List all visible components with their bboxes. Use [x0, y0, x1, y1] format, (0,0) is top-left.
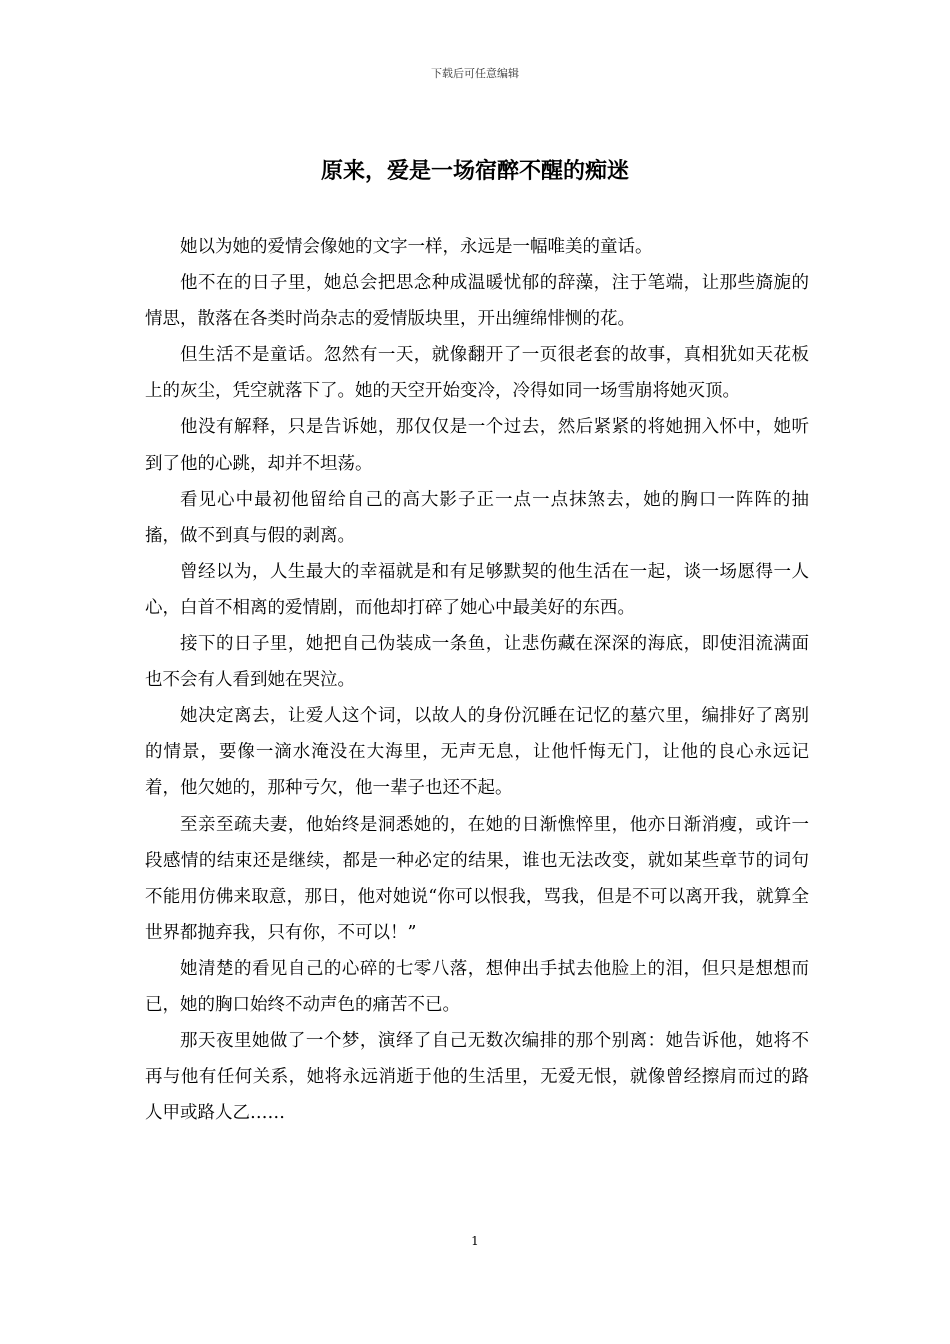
document-body [145, 229, 809, 1131]
paragraph: 但生活不是童话。忽然有一天，就像翻开了一页很老套的故事，真相犹如天花板上的灰尘，凭空就落下了。她的天空开始变冷，冷得如同一场雪崩将她灭顶。 [145, 345, 809, 402]
paragraph: 曾经以为，人生最大的幸福就是和有足够默契的他生活在一起，谈一场愿得一人心，白首不相离的爱情剧，而他却打碎了她心中最美好的东西。 [145, 561, 809, 618]
paragraph: 看见心中最初他留给自己的高大影子正一点一点抹煞去，她的胸口一阵阵的抽搐，做不到真与假的剥离。 [145, 489, 809, 546]
paragraph: 接下的日子里，她把自己伪装成一条鱼，让悲伤藏在深深的海底，即使泪流满面也不会有人看到她在哭泣。 [145, 634, 809, 691]
paragraph: 那天夜里她做了一个梦，演绎了自己无数次编排的那个别离：她告诉他，她将不再与他有任何关系，她将永远消逝于他的生活里，无爱无恨，就像曾经擦肩而过的路人甲或路人乙…… [145, 1031, 809, 1124]
paragraph: 他没有解释，只是告诉她，那仅仅是一个过去，然后紧紧的将她拥入怀中，她听到了他的心跳，却并不坦荡。 [145, 417, 809, 474]
page-number: 1 [471, 1234, 479, 1248]
paragraph: 她清楚的看见自己的心碎的七零八落，想伸出手拭去他脸上的泪，但只是想想而已，她的胸口始终不动声色的痛苦不已。 [145, 958, 809, 1015]
paragraph: 她决定离去，让爱人这个词，以故人的身份沉睡在记忆的墓穴里，编排好了离别的情景，要像一滴水淹没在大海里，无声无息，让他忏悔无门，让他的良心永远记着，他欠她的，那种亏欠，他一辈子也还不起。 [145, 706, 809, 799]
paragraph: 她以为她的爱情会像她的文字一样，永远是一幅唯美的童话。 [180, 237, 653, 257]
paragraph: 他不在的日子里，她总会把思念种成温暖忧郁的辞藻，注于笔端，让那些旖旎的情思，散落在各类时尚杂志的爱情版块里，开出缠绵悱恻的花。 [145, 273, 809, 330]
header-note: 下载后可任意编辑 [431, 67, 519, 80]
document-title: 原来，爱是一场宿醉不醒的痴迷 [320, 158, 629, 184]
paragraph: 至亲至疏夫妻，他始终是洞悉她的，在她的日渐憔悴里，他亦日渐消瘦，或许一段感情的结束还是继续，都是一种必定的结果，谁也无法改变，就如某些章节的词句不能用仿佛来取意，那日，他对她说“你可以恨我，骂我，但是不可以离开我，就算全世界都抛弃我，只有你，不可以！” [145, 814, 809, 943]
